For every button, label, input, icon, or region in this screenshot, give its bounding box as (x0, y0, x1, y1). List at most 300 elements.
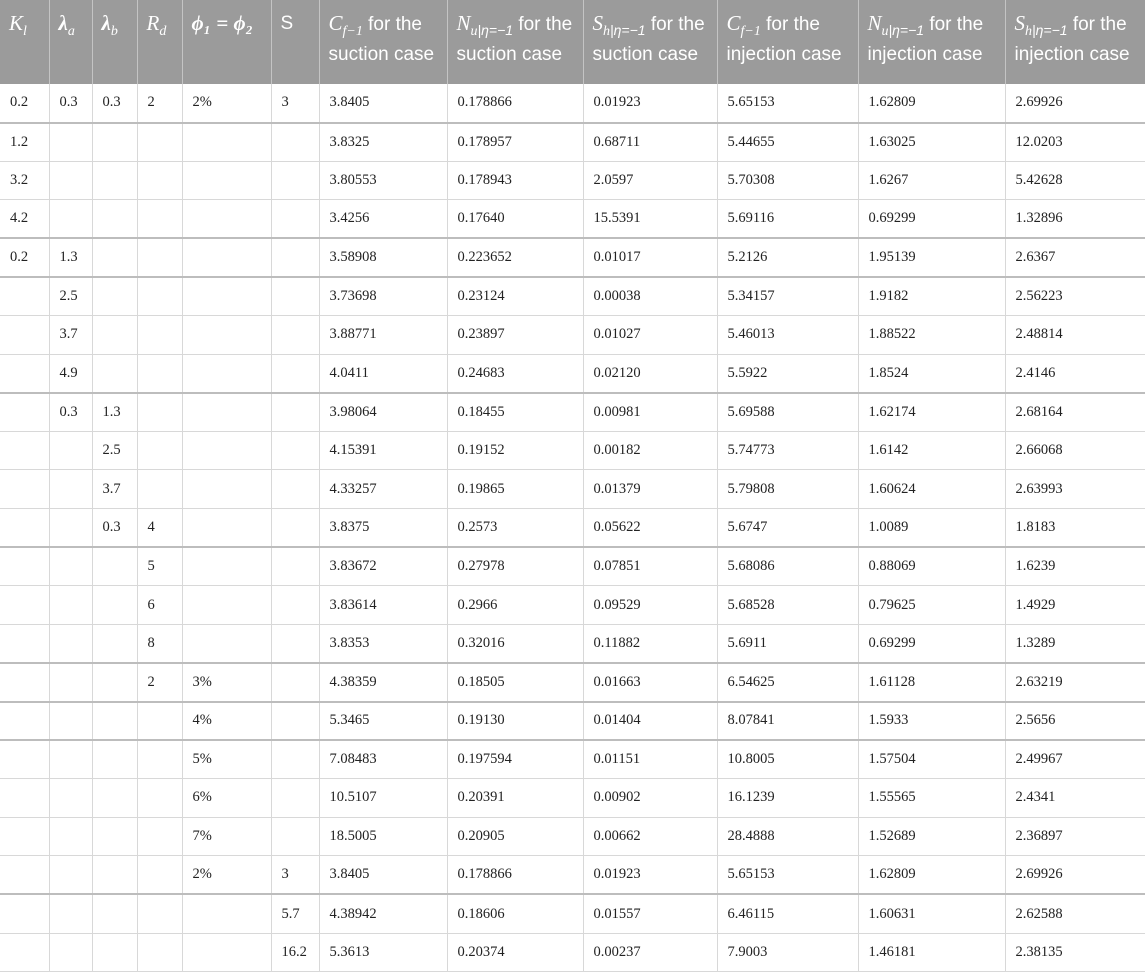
table-cell: 3% (182, 663, 271, 702)
table-cell: 5.74773 (717, 431, 858, 470)
table-cell: 0.09529 (583, 586, 717, 625)
header-text: for the injection case (1014, 14, 1130, 65)
table-cell: 0.69299 (858, 200, 1005, 239)
table-row (0, 702, 1145, 741)
table-cell: 2.63219 (1005, 663, 1145, 702)
table-cell (271, 393, 319, 432)
column-header (0, 0, 49, 84)
table-cell: 0.23897 (447, 316, 583, 355)
table-cell: 1.60631 (858, 894, 1005, 933)
table-cell (137, 740, 182, 779)
header-subscript: f−1 (342, 23, 363, 39)
table-cell (271, 238, 319, 277)
table-cell: 3.8325 (319, 123, 447, 162)
table-cell (137, 354, 182, 393)
table-cell: 28.4888 (717, 817, 858, 856)
table-cell: 5.44655 (717, 123, 858, 162)
column-header (1005, 0, 1145, 84)
table-row (0, 84, 1145, 123)
table-cell: 7% (182, 817, 271, 856)
table-cell: 1.57504 (858, 740, 1005, 779)
table-row (0, 663, 1145, 702)
table-cell: 5% (182, 740, 271, 779)
column-header (92, 0, 137, 84)
table-cell (92, 663, 137, 702)
table-cell (0, 894, 49, 933)
table-cell: 0.178866 (447, 856, 583, 895)
table-cell (271, 817, 319, 856)
table-cell (92, 316, 137, 355)
header-symbol: R (146, 11, 160, 35)
table-cell (0, 393, 49, 432)
table-cell: 5.65153 (717, 84, 858, 123)
table-cell: 2.0597 (583, 161, 717, 200)
table-cell (182, 123, 271, 162)
table-cell (271, 470, 319, 509)
table-cell: 5.68086 (717, 547, 858, 586)
table-cell (137, 316, 182, 355)
table-cell: 0.01923 (583, 856, 717, 895)
table-cell (0, 856, 49, 895)
table-cell: 0.19152 (447, 431, 583, 470)
table-cell: 1.3 (92, 393, 137, 432)
table-cell: 3.83614 (319, 586, 447, 625)
table-cell (92, 161, 137, 200)
table-cell: 0.01379 (583, 470, 717, 509)
header-text: for the suction case (328, 14, 435, 65)
table-cell: 5.6747 (717, 509, 858, 548)
table-cell: 0.01017 (583, 238, 717, 277)
table-cell: 5.70308 (717, 161, 858, 200)
table-cell (137, 856, 182, 895)
header-text: for the injection case (726, 14, 842, 65)
header-condition: |η=−1 (1032, 21, 1068, 38)
table-cell: 2 (137, 84, 182, 123)
table-cell: 1.3 (49, 238, 92, 277)
table-cell (182, 238, 271, 277)
table-cell: 1.8524 (858, 354, 1005, 393)
header-subscript: a (67, 23, 75, 39)
table-cell (182, 586, 271, 625)
table-cell: 3.8375 (319, 509, 447, 548)
table-cell: 2.69926 (1005, 84, 1145, 123)
table-cell (92, 547, 137, 586)
header-symbol: S (592, 11, 603, 35)
table-cell (92, 123, 137, 162)
table-cell (92, 702, 137, 741)
table-cell: 0.01027 (583, 316, 717, 355)
table-cell: 0.3 (49, 393, 92, 432)
table-cell: 0.19130 (447, 702, 583, 741)
header-text: S (280, 13, 294, 34)
table-cell: 5.5922 (717, 354, 858, 393)
table-cell (182, 277, 271, 316)
header-condition: |η=−1 (888, 21, 925, 38)
header-symbol: S (1014, 11, 1025, 35)
table-cell: 0.2966 (447, 586, 583, 625)
table-cell: 1.62809 (858, 84, 1005, 123)
table-cell: 3.83672 (319, 547, 447, 586)
table-cell (271, 354, 319, 393)
table-cell: 1.6239 (1005, 547, 1145, 586)
header-subscript: b (110, 23, 118, 39)
table-cell (49, 856, 92, 895)
table-cell: 1.32896 (1005, 200, 1145, 239)
table-cell: 1.63025 (858, 123, 1005, 162)
column-header (717, 0, 858, 84)
table-cell: 1.0089 (858, 509, 1005, 548)
table-cell: 5.2126 (717, 238, 858, 277)
table-cell: 2.36897 (1005, 817, 1145, 856)
table-cell: 0.3 (49, 84, 92, 123)
header-condition: |η=−1 (477, 21, 514, 38)
table-row (0, 354, 1145, 393)
table-cell: 5.68528 (717, 586, 858, 625)
column-header (271, 0, 319, 84)
table-cell (0, 779, 49, 818)
table-cell (137, 702, 182, 741)
table-cell (49, 933, 92, 972)
table-row (0, 624, 1145, 663)
table-cell: 5.65153 (717, 856, 858, 895)
table-cell: 4.0411 (319, 354, 447, 393)
table-row (0, 161, 1145, 200)
table-cell: 3.88771 (319, 316, 447, 355)
table-cell (182, 354, 271, 393)
table-cell (49, 779, 92, 818)
table-cell: 0.197594 (447, 740, 583, 779)
table-cell (137, 393, 182, 432)
table-cell: 3.4256 (319, 200, 447, 239)
table-cell: 0.68711 (583, 123, 717, 162)
header-subscript: h (1025, 23, 1032, 39)
table-cell: 4.15391 (319, 431, 447, 470)
table-cell (182, 200, 271, 239)
table-cell (49, 702, 92, 741)
table-cell: 1.62809 (858, 856, 1005, 895)
column-header (858, 0, 1005, 84)
table-cell (137, 894, 182, 933)
table-cell: 4.2 (0, 200, 49, 239)
table-cell: 5.79808 (717, 470, 858, 509)
table-cell: 3.73698 (319, 277, 447, 316)
table-cell: 1.9182 (858, 277, 1005, 316)
table-cell: 0.3 (92, 84, 137, 123)
table-cell: 6% (182, 779, 271, 818)
table-cell: 0.07851 (583, 547, 717, 586)
header-symbol: K (9, 11, 24, 35)
table-cell (0, 354, 49, 393)
table-cell: 1.61128 (858, 663, 1005, 702)
table-cell: 3.2 (0, 161, 49, 200)
table-cell (92, 856, 137, 895)
table-cell (137, 817, 182, 856)
table-cell: 0.223652 (447, 238, 583, 277)
table-cell (182, 509, 271, 548)
table-row (0, 509, 1145, 548)
table-cell (49, 894, 92, 933)
table-cell: 1.5933 (858, 702, 1005, 741)
table-row (0, 547, 1145, 586)
table-cell: 0.2573 (447, 509, 583, 548)
table-cell (49, 123, 92, 162)
table-cell: 3.8353 (319, 624, 447, 663)
table-cell: 0.24683 (447, 354, 583, 393)
table-cell: 0.00237 (583, 933, 717, 972)
table-cell: 0.20905 (447, 817, 583, 856)
table-cell (182, 316, 271, 355)
header-text: for the suction case (456, 14, 573, 65)
table-cell: 0.11882 (583, 624, 717, 663)
table-cell: 0.23124 (447, 277, 583, 316)
table-row (0, 470, 1145, 509)
table-cell (49, 740, 92, 779)
table-cell: 3.7 (49, 316, 92, 355)
table-cell: 5.42628 (1005, 161, 1145, 200)
table-cell (182, 547, 271, 586)
table-cell (0, 547, 49, 586)
table-cell (92, 624, 137, 663)
table-cell: 0.02120 (583, 354, 717, 393)
table-cell: 0.00662 (583, 817, 717, 856)
header-symbol: N (456, 11, 471, 35)
table-cell: 2% (182, 856, 271, 895)
table-cell (49, 470, 92, 509)
table-cell (49, 509, 92, 548)
table-cell (92, 354, 137, 393)
table-cell (137, 123, 182, 162)
header-row (0, 0, 1145, 84)
table-cell (92, 817, 137, 856)
table-cell: 2 (137, 663, 182, 702)
table-cell: 3.7 (92, 470, 137, 509)
table-cell (271, 740, 319, 779)
column-header (137, 0, 182, 84)
column-header (583, 0, 717, 84)
table-cell: 1.52689 (858, 817, 1005, 856)
table-cell (49, 161, 92, 200)
table-cell: 2.5 (92, 431, 137, 470)
table-cell: 1.55565 (858, 779, 1005, 818)
table-cell: 2.5656 (1005, 702, 1145, 741)
table-cell: 6.54625 (717, 663, 858, 702)
table-cell: 0.27978 (447, 547, 583, 586)
table-cell (137, 161, 182, 200)
table-cell: 0.2 (0, 84, 49, 123)
table-cell: 3 (271, 84, 319, 123)
table-cell (271, 547, 319, 586)
table-row (0, 856, 1145, 895)
table-cell: 0.01557 (583, 894, 717, 933)
table-cell: 2.62588 (1005, 894, 1145, 933)
table-row (0, 740, 1145, 779)
table-header (0, 0, 1145, 84)
column-header (447, 0, 583, 84)
table-cell: 0.79625 (858, 586, 1005, 625)
table-cell: 1.2 (0, 123, 49, 162)
table-cell: 1.3289 (1005, 624, 1145, 663)
table-cell: 1.46181 (858, 933, 1005, 972)
table-cell: 3.80553 (319, 161, 447, 200)
table-cell: 0.3 (92, 509, 137, 548)
table-cell: 4 (137, 509, 182, 548)
table-row (0, 200, 1145, 239)
table-cell (92, 933, 137, 972)
table-cell: 2.56223 (1005, 277, 1145, 316)
table-cell: 10.8005 (717, 740, 858, 779)
header-symbol: N (867, 11, 882, 35)
table-cell (0, 277, 49, 316)
table-cell: 2.6367 (1005, 238, 1145, 277)
table-cell (0, 663, 49, 702)
table-cell: 6.46115 (717, 894, 858, 933)
table-cell: 2.38135 (1005, 933, 1145, 972)
table-row (0, 277, 1145, 316)
table-cell (92, 238, 137, 277)
table-row (0, 586, 1145, 625)
table-cell (49, 663, 92, 702)
table-cell (49, 624, 92, 663)
table-body (0, 84, 1145, 972)
table-cell: 16.2 (271, 933, 319, 972)
table-cell: 0.19865 (447, 470, 583, 509)
table-cell (137, 933, 182, 972)
table-cell (92, 894, 137, 933)
table-cell (49, 431, 92, 470)
table-cell: 0.17640 (447, 200, 583, 239)
table-cell: 5.3613 (319, 933, 447, 972)
table-cell: 6 (137, 586, 182, 625)
table-cell: 0.2 (0, 238, 49, 277)
table-cell: 15.5391 (583, 200, 717, 239)
table-cell (271, 431, 319, 470)
table-cell: 0.18606 (447, 894, 583, 933)
table-cell: 3.98064 (319, 393, 447, 432)
table-cell: 0.00902 (583, 779, 717, 818)
table-row (0, 123, 1145, 162)
table-cell (271, 702, 319, 741)
table-cell: 7.9003 (717, 933, 858, 972)
table-cell: 5.69588 (717, 393, 858, 432)
table-cell (271, 779, 319, 818)
table-row (0, 933, 1145, 972)
table-row (0, 431, 1145, 470)
table-cell (271, 161, 319, 200)
table-cell: 3.8405 (319, 856, 447, 895)
table-cell: 0.01923 (583, 84, 717, 123)
table-cell: 0.18505 (447, 663, 583, 702)
table-cell (0, 740, 49, 779)
header-symbol: C (726, 11, 741, 35)
table-cell: 5.69116 (717, 200, 858, 239)
header-condition: |η=−1 (610, 21, 646, 38)
table-cell: 1.95139 (858, 238, 1005, 277)
table-cell (137, 470, 182, 509)
header-text: for the suction case (592, 14, 705, 65)
table-cell: 4.33257 (319, 470, 447, 509)
table-cell (271, 586, 319, 625)
table-cell (182, 393, 271, 432)
table-cell (92, 200, 137, 239)
table-cell: 4.38359 (319, 663, 447, 702)
table-cell: 18.5005 (319, 817, 447, 856)
table-cell (92, 779, 137, 818)
table-cell (92, 586, 137, 625)
table-row (0, 894, 1145, 933)
table-cell: 2.4341 (1005, 779, 1145, 818)
table-cell: 2.5 (49, 277, 92, 316)
table-cell: 8.07841 (717, 702, 858, 741)
table-cell: 3.8405 (319, 84, 447, 123)
header-subscript: u (470, 23, 478, 39)
table-cell (0, 624, 49, 663)
table-row (0, 817, 1145, 856)
table-cell (0, 586, 49, 625)
table-cell (0, 509, 49, 548)
header-symbol: C (328, 11, 343, 35)
table-cell: 0.178957 (447, 123, 583, 162)
table-cell: 4% (182, 702, 271, 741)
table-cell (182, 431, 271, 470)
header-text: for the injection case (867, 14, 984, 65)
table-cell (92, 740, 137, 779)
table-cell (0, 470, 49, 509)
table-cell: 5.3465 (319, 702, 447, 741)
header-subscript: d (159, 23, 167, 39)
table-cell (271, 663, 319, 702)
table-cell: 1.8183 (1005, 509, 1145, 548)
table-cell: 0.20374 (447, 933, 583, 972)
table-cell (182, 161, 271, 200)
table-cell: 2.63993 (1005, 470, 1145, 509)
table-cell: 0.69299 (858, 624, 1005, 663)
table-cell: 0.05622 (583, 509, 717, 548)
table-row (0, 316, 1145, 355)
table-row (0, 393, 1145, 432)
table-cell: 5.34157 (717, 277, 858, 316)
header-subscript: h (603, 23, 610, 39)
table-row (0, 779, 1145, 818)
table-cell (182, 470, 271, 509)
table-cell: 1.88522 (858, 316, 1005, 355)
column-header (319, 0, 447, 84)
table-cell: 8 (137, 624, 182, 663)
table-cell: 16.1239 (717, 779, 858, 818)
table-cell: 4.38942 (319, 894, 447, 933)
table-cell: 2.48814 (1005, 316, 1145, 355)
table-cell: 0.00038 (583, 277, 717, 316)
table-row (0, 238, 1145, 277)
table-cell (0, 316, 49, 355)
table-cell: 5.46013 (717, 316, 858, 355)
table-cell: 3.58908 (319, 238, 447, 277)
table-cell: 1.6142 (858, 431, 1005, 470)
table-cell (0, 817, 49, 856)
table-cell: 1.62174 (858, 393, 1005, 432)
table-cell: 3 (271, 856, 319, 895)
table-cell: 4.9 (49, 354, 92, 393)
table-cell (137, 277, 182, 316)
table-cell (49, 586, 92, 625)
table-cell (271, 277, 319, 316)
table-cell (271, 509, 319, 548)
table-cell: 2.69926 (1005, 856, 1145, 895)
table-cell (0, 933, 49, 972)
column-header (49, 0, 92, 84)
header-subscript: l (23, 23, 27, 39)
table-cell: 2% (182, 84, 271, 123)
table-cell (137, 779, 182, 818)
